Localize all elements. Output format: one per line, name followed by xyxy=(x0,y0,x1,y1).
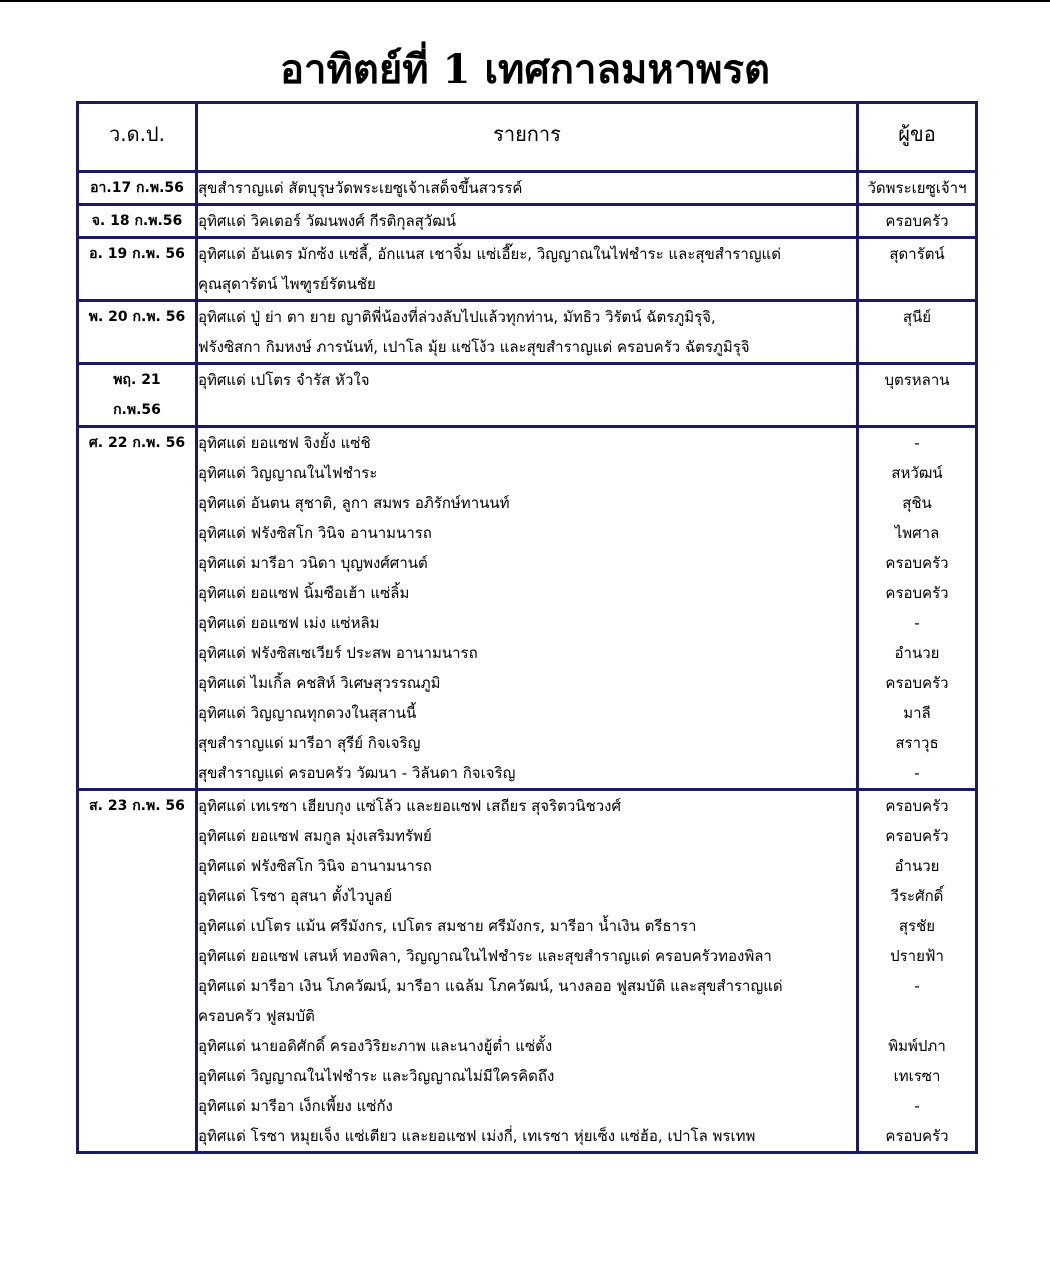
date-cell xyxy=(78,172,197,205)
item-cell xyxy=(197,790,858,1153)
date-line: ก.พ.56 xyxy=(113,402,161,418)
requester-cell xyxy=(858,427,977,790)
intention-line: อุทิศแด่ ฟรังซิสโก วินิจ อานามนารถ xyxy=(198,857,432,875)
requester-name: อำนวย xyxy=(894,644,940,662)
intention-line: สุขสำราญแด่ ครอบครัว วัฒนา - วิลันดา กิจเจริญ xyxy=(198,764,516,782)
intention-line: อุทิศแด่ อันตน สุชาติ, ลูกา สมพร อภิรักษ์ทานนท์ xyxy=(198,494,510,512)
requester-cell xyxy=(858,172,977,205)
requester-name: ครอบครัว xyxy=(885,212,949,230)
table-row xyxy=(78,427,977,790)
requester-name: - xyxy=(914,614,920,632)
date-cell xyxy=(78,790,197,1153)
intention-line: สุขสำราญแด่ มารีอา สุรีย์ กิจเจริญ xyxy=(198,734,421,752)
date-cell xyxy=(78,301,197,364)
intention-line: อุทิศแด่ ปู่ ย่า ตา ยาย ญาติพี่น้องที่ล่วงลับไปแล้วทุกท่าน, มัทธิว วิรัตน์ ฉัตรภูมิรุจิ, xyxy=(198,308,716,326)
requester-name xyxy=(859,395,975,425)
intention-line: อุทิศแด่ ไมเกิ้ล คชสิห์ วิเศษสุวรรณภูมิ xyxy=(198,674,441,692)
requester-name: ครอบครัว xyxy=(885,1127,949,1145)
requester-name: ปรายฟ้า xyxy=(890,947,944,965)
requester-name: สหวัฒน์ xyxy=(891,464,943,482)
intention-line: ฟรังซิสกา กิมหงษ์ ภารนันท์, เปาโล มุ้ย แซ่โง้ว และสุขสำราญแด่ ครอบครัว ฉัตรภูมิรุจิ xyxy=(198,338,750,356)
requester-name: เทเรซา xyxy=(893,1067,941,1085)
item-cell xyxy=(197,427,858,790)
intention-line: อุทิศแด่ วิญญาณทุกดวงในสุสานนี้ xyxy=(198,704,417,722)
intention-line: อุทิศแด่ วิญญาณในไฟชำระ xyxy=(198,464,378,482)
intention-line: อุทิศแด่ มารีอา เงิน โภควัฒน์, มารีอา แฉล้ม โภควัฒน์, นางลออ ฟูสมบัติ และสุขสำราญแด่ xyxy=(198,977,783,995)
intention-line: คุณสุดารัตน์ ไพฑูรย์รัตนชัย xyxy=(198,275,376,293)
mass-intention-table xyxy=(76,101,978,1154)
intention-line: อุทิศแด่ เปโตร จำรัส หัวใจ xyxy=(198,371,370,389)
intention-line: สุขสำราญแด่ สัตบุรุษวัดพระเยซูเจ้าเสด็จขึ้นสวรรค์ xyxy=(198,179,523,197)
requester-name: ครอบครัว xyxy=(885,584,949,602)
requester-cell xyxy=(858,790,977,1153)
header-date: ว.ด.ป. xyxy=(78,103,197,172)
requester-name: - xyxy=(914,1097,920,1115)
requester-name xyxy=(859,1001,975,1031)
table-row xyxy=(78,790,977,1153)
requester-name: - xyxy=(914,977,920,995)
item-cell xyxy=(197,205,858,238)
intention-line: อุทิศแด่ ยอแซฟ เสนห์ ทองพิลา, วิญญาณในไฟชำระ และสุขสำราญแด่ ครอบครัวทองพิลา xyxy=(198,947,772,965)
intention-line: อุทิศแด่ ฟรังซิสโก วินิจ อานามนารถ xyxy=(198,524,432,542)
requester-name: ครอบครัว xyxy=(885,797,949,815)
intention-line: อุทิศแด่ วิญญาณในไฟชำระ และวิญญาณไม่มีใครคิดถึง xyxy=(198,1067,555,1085)
requester-cell xyxy=(858,301,977,364)
date-line: ส. 23 ก.พ. 56 xyxy=(89,798,185,814)
requester-name: สุชิน xyxy=(902,494,932,512)
intention-line: อุทิศแด่ ยอแซฟ สมกูล มุ่งเสริมทรัพย์ xyxy=(198,827,432,845)
requester-name: วัดพระเยซูเจ้าฯ xyxy=(867,179,967,197)
intention-line: อุทิศแด่ มารีอา วนิดา บุญพงศ์ศานต์ xyxy=(198,554,428,572)
requester-name: - xyxy=(914,764,920,782)
requester-name: วีระศักดิ์ xyxy=(890,887,944,905)
date-cell xyxy=(78,427,197,790)
header-item: รายการ xyxy=(197,103,858,172)
intention-line: อุทิศแด่ อันเดร มักซ้ง แซ่ลี้, อักแนส เชาจิ้ม แซ่เอี๊ยะ, วิญญาณในไฟชำระ และสุขสำราญแด่ xyxy=(198,245,781,263)
header-requester: ผู้ขอ xyxy=(858,103,977,172)
requester-name xyxy=(859,332,975,362)
intention-line: อุทิศแด่ เปโตร แม้น ศรีมังกร, เปโตร สมชาย ศรีมังกร, มารีอา น้ำเงิน ตรีธารา xyxy=(198,917,697,935)
intention-line: อุทิศแด่ ยอแซฟ จิงยั้ง แซ่ชิ xyxy=(198,434,371,452)
requester-name: ครอบครัว xyxy=(885,674,949,692)
intention-line: อุทิศแด่ มารีอา เง็กเพี้ยง แซ่กัง xyxy=(198,1097,393,1115)
top-rule xyxy=(0,0,1050,2)
date-line: จ. 18 ก.พ.56 xyxy=(91,213,183,229)
requester-cell xyxy=(858,238,977,301)
requester-name: มาลี xyxy=(903,704,931,722)
requester-name: ครอบครัว xyxy=(885,554,949,572)
intention-line: อุทิศแด่ โรซา อุสนา ตั้งไวบูลย์ xyxy=(198,887,393,905)
table-body xyxy=(78,172,977,1153)
item-cell xyxy=(197,238,858,301)
intention-line: อุทิศแด่ วิคเตอร์ วัฒนพงศ์ กีรติกุลสุวัฒน์ xyxy=(198,212,457,230)
requester-name: สราวุธ xyxy=(895,734,939,752)
intention-line: อุทิศแด่ ยอแซฟ นิ้มซือเฮ้า แซ่ลิ้ม xyxy=(198,584,410,602)
requester-name: อำนวย xyxy=(894,857,940,875)
requester-name: พิมพ์ปภา xyxy=(888,1037,946,1055)
requester-name: ครอบครัว xyxy=(885,827,949,845)
requester-name: สุดารัตน์ xyxy=(889,245,945,263)
table-row xyxy=(78,238,977,301)
item-cell xyxy=(197,172,858,205)
date-line: พ. 20 ก.พ. 56 xyxy=(88,309,186,325)
requester-name: บุตรหลาน xyxy=(884,371,950,389)
requester-name: - xyxy=(914,434,920,452)
date-line: ศ. 22 ก.พ. 56 xyxy=(88,435,186,451)
table-row xyxy=(78,364,977,427)
date-line: อา.17 ก.พ.56 xyxy=(90,180,184,196)
table-row xyxy=(78,172,977,205)
intention-line: อุทิศแด่ ยอแซฟ เม่ง แซ่หลิม xyxy=(198,614,380,632)
requester-name xyxy=(859,269,975,299)
date-cell xyxy=(78,238,197,301)
item-cell xyxy=(197,364,858,427)
requester-name: สุนีย์ xyxy=(902,308,932,326)
page-title: อาทิตย์ที่ 1 เทศกาลมหาพรต xyxy=(280,46,770,93)
requester-cell xyxy=(858,205,977,238)
intention-line xyxy=(198,395,856,425)
intention-line: อุทิศแด่ นายอดิศักดิ์ ครองวิริยะภาพ และนางยู้ต่ำ แซ่ตั้ง xyxy=(198,1037,553,1055)
table-row xyxy=(78,301,977,364)
item-cell xyxy=(197,301,858,364)
intention-line: ครอบครัว ฟูสมบัติ xyxy=(198,1007,315,1025)
date-line: อ. 19 ก.พ. 56 xyxy=(89,246,185,262)
table-row xyxy=(78,205,977,238)
date-cell xyxy=(78,205,197,238)
requester-name: ไพศาล xyxy=(894,524,940,542)
intention-line: อุทิศแด่ ฟรังซิสเซเวียร์ ประสพ อานามนารถ xyxy=(198,644,478,662)
requester-name: สุรชัย xyxy=(898,917,936,935)
table-header-row xyxy=(78,103,977,172)
date-line: พฤ. 21 xyxy=(113,372,161,388)
requester-cell xyxy=(858,364,977,427)
intention-line: อุทิศแด่ โรซา หมุยเจ็ง แซ่เตียว และยอแซฟ เม่งกี่, เทเรซา หุ่ยเซ็ง แซ่ฮ้อ, เปาโล พรเทพ xyxy=(198,1127,756,1145)
intention-line: อุทิศแด่ เทเรซา เฮียบกุง แซ่โล้ว และยอแซฟ เสถียร สุจริตวนิชวงศ์ xyxy=(198,797,622,815)
date-cell xyxy=(78,364,197,427)
